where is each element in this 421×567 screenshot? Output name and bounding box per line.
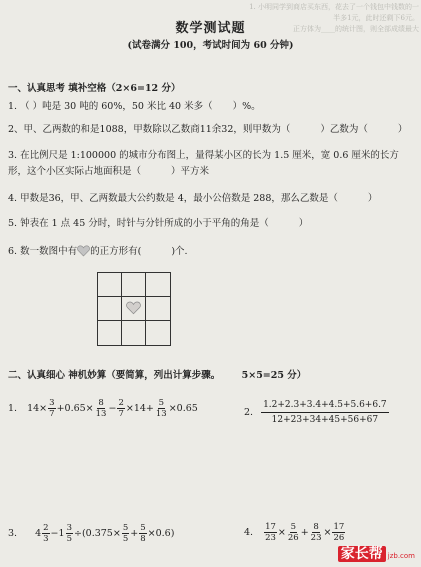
fraction [48,398,55,419]
p1-term: +0.65× [56,403,94,414]
fraction [287,522,300,543]
question-2 [8,122,407,138]
numerator: 5 [140,523,146,533]
q5-text-a: 5. 钟表在 1 点 45 分时，时针与分针所成的小于平角的角是（ [8,218,269,229]
fraction [42,523,49,544]
calc-problem-1 [8,398,198,419]
fraction [122,523,129,544]
denominator: 23 [310,533,322,543]
p4-term: × [277,527,286,538]
p3-term: + [130,528,139,539]
fraction [66,523,73,544]
question-3-line1: 3. 在比例尺是 1:100000 的城市分布图上，量得某小区的长为 1.5 厘米，宽 0.6 厘米的长方 [8,150,399,161]
fraction [310,522,323,543]
heart-icon [77,245,90,263]
p1-term: 14× [27,403,48,414]
q6-text-c: )个. [171,246,188,257]
numerator: 17 [265,522,276,532]
grid-line [121,273,122,345]
numerator: 2 [118,398,124,408]
fraction [117,398,124,419]
exam-subtitle: (试卷满分 100，考试时间为 60 分钟) [127,40,294,51]
p4-term: + [300,527,309,538]
q4-text-a: 4. 甲数是36，甲、乙两数最大公约数是 4，最小公倍数是 288，那么乙数是（ [8,193,338,204]
q2-text-a: 2、甲、乙两数的和是1088，甲数除以乙数商11余32，则甲数为（ [8,124,291,135]
fraction [264,522,277,543]
p1-term: ×0.65 [168,403,198,414]
p3-term: −1 [50,528,65,539]
denominator: 7 [118,409,124,419]
denominator: 5 [122,534,129,544]
grid-heart-icon [126,300,141,319]
denominator: 13 [155,409,167,419]
denominator: 26 [333,533,345,543]
p3-number: 3. [8,528,18,539]
denominator: 12+23+34+45+56+67 [271,415,379,425]
bleed-line: 正方体为____的统计图，则全部成绩最大 [293,25,419,33]
denominator: 8 [140,534,146,544]
question-1 [8,99,261,115]
numerator: 3 [66,523,72,533]
p1-term: ×14+ [125,403,154,414]
numerator: 2 [43,523,49,533]
denominator: 5 [66,534,72,544]
numerator: 8 [98,398,104,408]
calc-problem-2 [244,398,389,427]
denominator: 7 [49,409,55,419]
q6-text-b: 的正方形有( [90,246,142,257]
fraction [139,523,146,544]
numerator: 5 [122,523,129,533]
watermark-domain: jzb.com [387,552,415,560]
p1-term: − [108,403,117,414]
section1-heading: 一、认真思考 填补空格（2×6=12 分） [8,83,181,94]
q6-text-a: 6. 数一数图中有 [8,246,78,257]
p4-term: × [323,527,332,538]
p3-term: 4 [35,528,42,539]
exam-title: 数学测试题 [175,21,246,36]
section2-heading [8,367,306,381]
fraction [95,398,108,419]
numerator: 17 [333,522,345,532]
denominator: 3 [43,534,49,544]
q4-text-b: ） [367,193,378,204]
p4-number: 4. [244,527,254,538]
section2-score: 5×5=25 分） [241,370,307,381]
denominator: 26 [287,533,299,543]
calc-problem-3 [8,523,174,544]
watermark-logo [338,543,415,563]
question-6 [8,244,188,263]
numerator: 3 [49,398,55,408]
square-grid-figure [97,272,171,346]
section2-heading-text: 二、认真细心 神机妙算（要简算，列出计算步骤。 [8,370,221,381]
watermark-brand: 家长帮 [338,546,386,562]
grid-line [98,320,170,321]
q1-text-a: 1. （ ）吨是 30 吨的 60%，50 米比 40 米多（ [8,101,213,112]
denominator: 13 [95,409,107,419]
q3-text-b: ）平方米 [171,166,210,177]
q3-text-a: 形，这个小区实际占地面积是（ [8,166,142,177]
p3-term: ÷(0.375× [73,528,121,539]
numerator: 5 [290,522,296,532]
p1-number: 1. [8,403,18,414]
calc-problem-4 [244,522,346,543]
q5-text-b: ） [298,218,309,229]
p3-term: ×0.6) [147,528,175,539]
bleed-line: 1. 小明同学到商店买东西，花去了一个钱包中钱数的一半多1元，此时还剩下6元。 [249,3,419,22]
p2-number: 2. [244,407,254,418]
grid-line [98,296,170,297]
q1-text-b: ）%。 [232,101,261,112]
question-3-line2 [8,164,209,180]
question-5 [8,216,308,232]
grid-line [145,273,146,345]
numerator: 5 [158,398,164,408]
numerator: 8 [313,522,319,532]
denominator: 23 [265,533,276,543]
fraction [155,398,168,419]
question-4 [8,191,377,207]
numerator: 1.2+2.3+3.4+4.5+5.6+6.7 [261,398,389,413]
q2-text-c: ） [397,124,408,135]
fraction [332,522,345,543]
q2-text-b: ）乙数为（ [320,124,368,135]
fraction [261,398,389,427]
